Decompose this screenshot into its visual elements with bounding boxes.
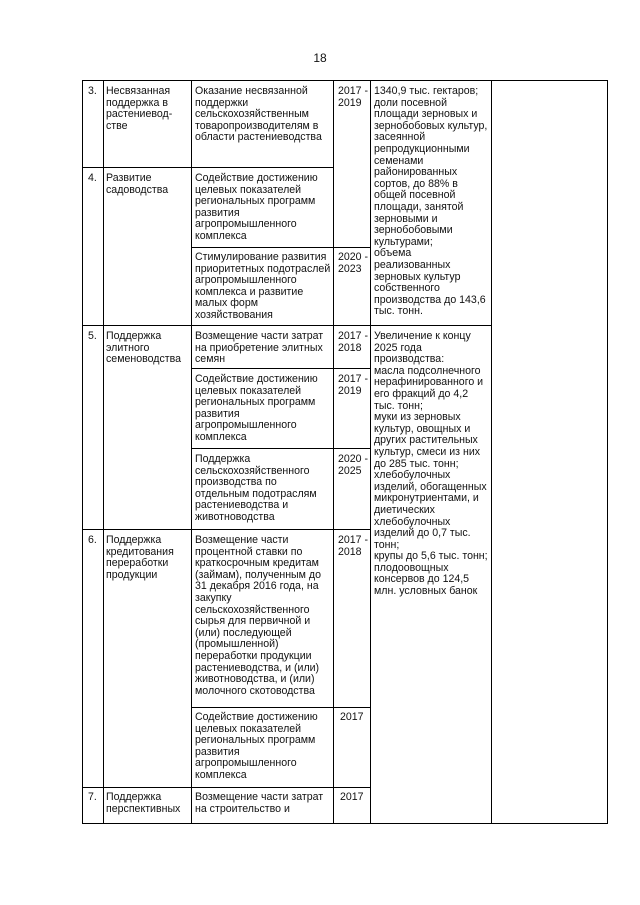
column-divider-activity bbox=[333, 80, 334, 824]
row-divider bbox=[191, 448, 370, 449]
row-divider bbox=[82, 325, 491, 326]
program-table bbox=[82, 80, 608, 824]
activity-period: 2020 - 2023 bbox=[338, 251, 369, 275]
row-divider bbox=[82, 529, 370, 530]
row-number: 4. bbox=[88, 172, 97, 184]
activity-period: 2020 - 2025 bbox=[338, 453, 369, 477]
row-number: 3. bbox=[88, 85, 97, 97]
row-divider bbox=[82, 787, 370, 788]
direction-name: Развитие садоводства bbox=[106, 172, 169, 196]
table-border-right bbox=[607, 80, 608, 824]
row-divider bbox=[191, 247, 370, 248]
direction-name: Поддержка элитного семеноводства bbox=[106, 330, 182, 366]
expected-result: Увеличение к концу 2025 года производства: масла подсолнечного нерафинированного и его фракций до 4,2 тыс. тонн; муки из зерновых культур, овощных и других растительных культур, смеси из них до 285 тыс. тонн; хлебобулочных изделий, обогащенных микронутриентами, и диетических хлебобулочных изделий до 0,7 тыс. тонн; крупы до 5,6 тыс. тонн; плодоовощных консервов до 124,5 млн. условных банок bbox=[374, 330, 488, 598]
direction-name: Поддержка кредитования переработки продукции bbox=[106, 534, 174, 581]
activity-text: Оказание несвязанной поддержки сельскохозяйственным товаропроизводителям в области растениеводства bbox=[195, 85, 322, 144]
direction-name: Несвязанная поддержка в растениевод- стве bbox=[106, 85, 173, 132]
table-border-left bbox=[82, 80, 83, 824]
activity-period: 2017 - 2018 bbox=[338, 534, 369, 558]
column-divider-result bbox=[491, 80, 492, 824]
activity-period: 2017 bbox=[340, 711, 364, 723]
page-number: 18 bbox=[313, 51, 327, 65]
direction-name: Поддержка перспективных bbox=[106, 791, 181, 815]
activity-text: Возмещение части затрат на приобретение элитных семян bbox=[195, 330, 324, 366]
activity-period: 2017 - 2019 bbox=[338, 85, 369, 109]
activity-text: Стимулирование развития приоритетных подотраслей агропромышленного комплекса и развитие малых форм хозяйствования bbox=[195, 251, 331, 321]
column-divider-num bbox=[103, 80, 104, 824]
column-divider-name bbox=[191, 80, 192, 824]
table-border-bottom bbox=[82, 823, 608, 824]
row-divider bbox=[191, 368, 370, 369]
expected-result: 1340,9 тыс. гектаров; доли посевной площади зерновых и зернобобовых культур, засеянной репродукционными семенами районированных сортов, до 88% в общей посевной площади, занятой зерновыми и зернобобовыми культурами; объема реализованных зерновых культур собственного производства до 143,6 тыс. тонн. bbox=[374, 85, 488, 318]
activity-text: Содействие достижению целевых показателей региональных программ развития агропромышленного комплекса bbox=[195, 711, 318, 781]
row-number: 5. bbox=[88, 330, 97, 342]
activity-text: Возмещение части затрат на строительство и bbox=[195, 791, 324, 815]
row-divider bbox=[191, 707, 370, 708]
activity-period: 2017 - 2018 bbox=[338, 330, 369, 354]
activity-period: 2017 - 2019 bbox=[338, 373, 369, 397]
activity-period: 2017 bbox=[340, 791, 364, 803]
activity-text: Содействие достижению целевых показателей региональных программ развития агропромышленного комплекса bbox=[195, 373, 318, 443]
row-number: 6. bbox=[88, 534, 97, 546]
activity-text: Содействие достижению целевых показателей региональных программ развития агропромышленного комплекса bbox=[195, 172, 318, 242]
row-divider bbox=[82, 167, 333, 168]
activity-text: Поддержка сельскохозяйственного производства по отдельным подотраслям растениеводства и животноводства bbox=[195, 453, 317, 523]
row-number: 7. bbox=[88, 791, 97, 803]
activity-text: Возмещение части процентной ставки по краткосрочным кредитам (займам), полученным до 31 декабря 2016 года, на закупку сельскохозяйственного сырья для первичной и (или) последующей (промышленной) переработки продукции растениеводства, и (или) животноводства, и (или) молочного скотоводства bbox=[195, 534, 321, 697]
column-divider-period bbox=[370, 80, 371, 824]
table-border-top bbox=[82, 80, 608, 81]
